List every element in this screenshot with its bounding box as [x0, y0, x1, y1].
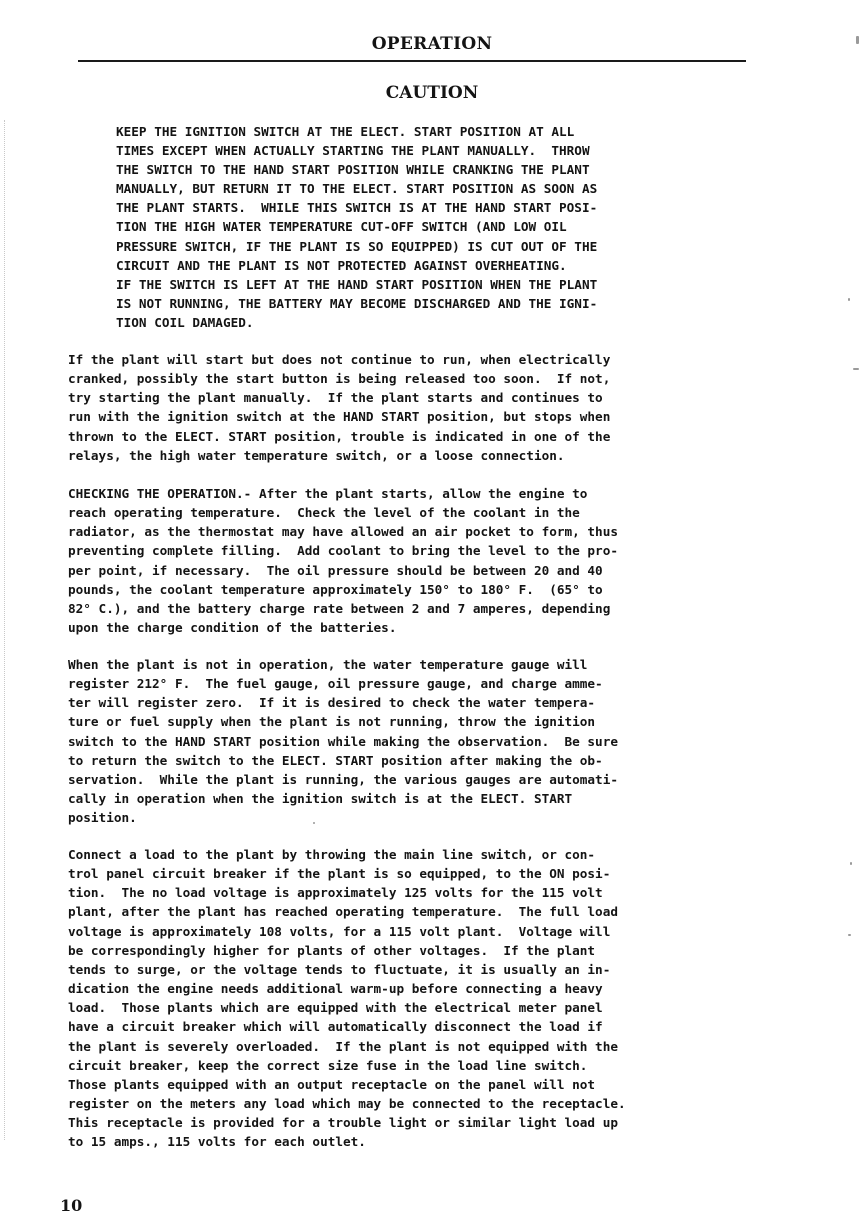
caution-heading: CAUTION [385, 83, 479, 103]
paragraph-checking-operation: CHECKING THE OPERATION.- After the plant starts, allow the engine to reach operating temperature. Check the level of the coolant in the radiator, as the thermostat may have allowed an air pocket to form, thus preventing complete filling. Add coolant to bring the level to the pro- per point, if necessary. The oil pressure should be between 20 and 40 pounds, the coolant temperature approximately 150° to 180° F. (65° to 82° C.), and the battery charge rate between 2 and 7 amperes, depending upon the charge condition of the batteries. [68, 486, 618, 636]
scan-speck [848, 934, 851, 936]
paragraph-load-connection: Connect a load to the plant by throwing the main line switch, or con- trol panel circuit breaker if the plant is so equipped, to the ON posi- tion. The no load voltage is approximately 125 volts for the 115 volt plant, after the plant has reached operating temperature. The full load voltage is approximately 108 volts, for a 115 volt plant. Voltage will be correspondingly higher for plants of other voltages. If the plant tends to surge, or the voltage tends to fluctuate, it is usually an in- dication the engine needs additional warm-up before connecting a heavy load. Those plants which are equipped with the electrical meter panel have a circuit breaker which will automatically disconnect the load if the plant is severely overloaded. If the plant is not equipped with the circuit breaker, keep the correct size fuse in the load line switch. Those plants equipped with an output receptacle on the panel will not register on the meters any load which may be connected to the receptacle. This receptacle is provided for a trouble light or similar light load up to 15 amps., 115 volts for each outlet. [68, 847, 626, 1150]
page-number: 10 [60, 1196, 83, 1215]
caution-text: KEEP THE IGNITION SWITCH AT THE ELECT. START POSITION AT ALL TIMES EXCEPT WHEN ACTUALLY STARTING THE PLANT MANUALLY. THROW THE SWITCH TO THE HAND START POSITION WHILE CRANKING THE PLANT MANUALLY, BUT RETURN IT TO THE ELECT. START POSITION AS SOON AS THE PLANT STARTS. WHILE THIS SWITCH IS AT THE HAND START POSI- TION THE HIGH WATER TEMPERATURE CUT-OFF SWITCH (AND LOW OIL PRESSURE SWITCH, IF THE PLANT IS SO EQUIPPED) IS CUT OUT OF THE CIRCUIT AND THE PLANT IS NOT PROTECTED AGAINST OVERHEATING. IF THE SWITCH IS LEFT AT THE HAND START POSITION WHEN THE PLANT IS NOT RUNNING, THE BATTERY MAY BECOME DISCHARGED AND THE IGNI- TION COIL DAMAGED. [116, 124, 598, 330]
scan-speck [848, 298, 850, 301]
scan-speck [313, 822, 315, 824]
scan-speck [853, 368, 859, 370]
scan-speck [856, 36, 859, 44]
scan-edge-mark [4, 120, 5, 1140]
heading-rule [78, 60, 746, 62]
paragraph-gauges: When the plant is not in operation, the water temperature gauge will register 212° F. The fuel gauge, oil pressure gauge, and charge amme- ter will register zero. If it is desired to check the water tempera- ture or fuel supply when the plant is not running, throw the ignition switch to the HAND START position while making the observation. Be sure to return the switch to the ELECT. START position after making the ob- servation. While the plant is running, the various gauges are automati- cally in operation when the ignition switch is at the ELECT. START position. [68, 657, 618, 826]
scan-speck [850, 862, 852, 865]
paragraph-start-trouble: If the plant will start but does not continue to run, when electrically cranked, possibly the start button is being released too soon. If not, try starting the plant manually. If the plant starts and continues to run with the ignition switch at the HAND START position, but stops when thrown to the ELECT. START position, trouble is indicated in one of the relays, the high water temperature switch, or a loose connection. [68, 352, 611, 463]
page-heading: OPERATION [371, 34, 493, 54]
